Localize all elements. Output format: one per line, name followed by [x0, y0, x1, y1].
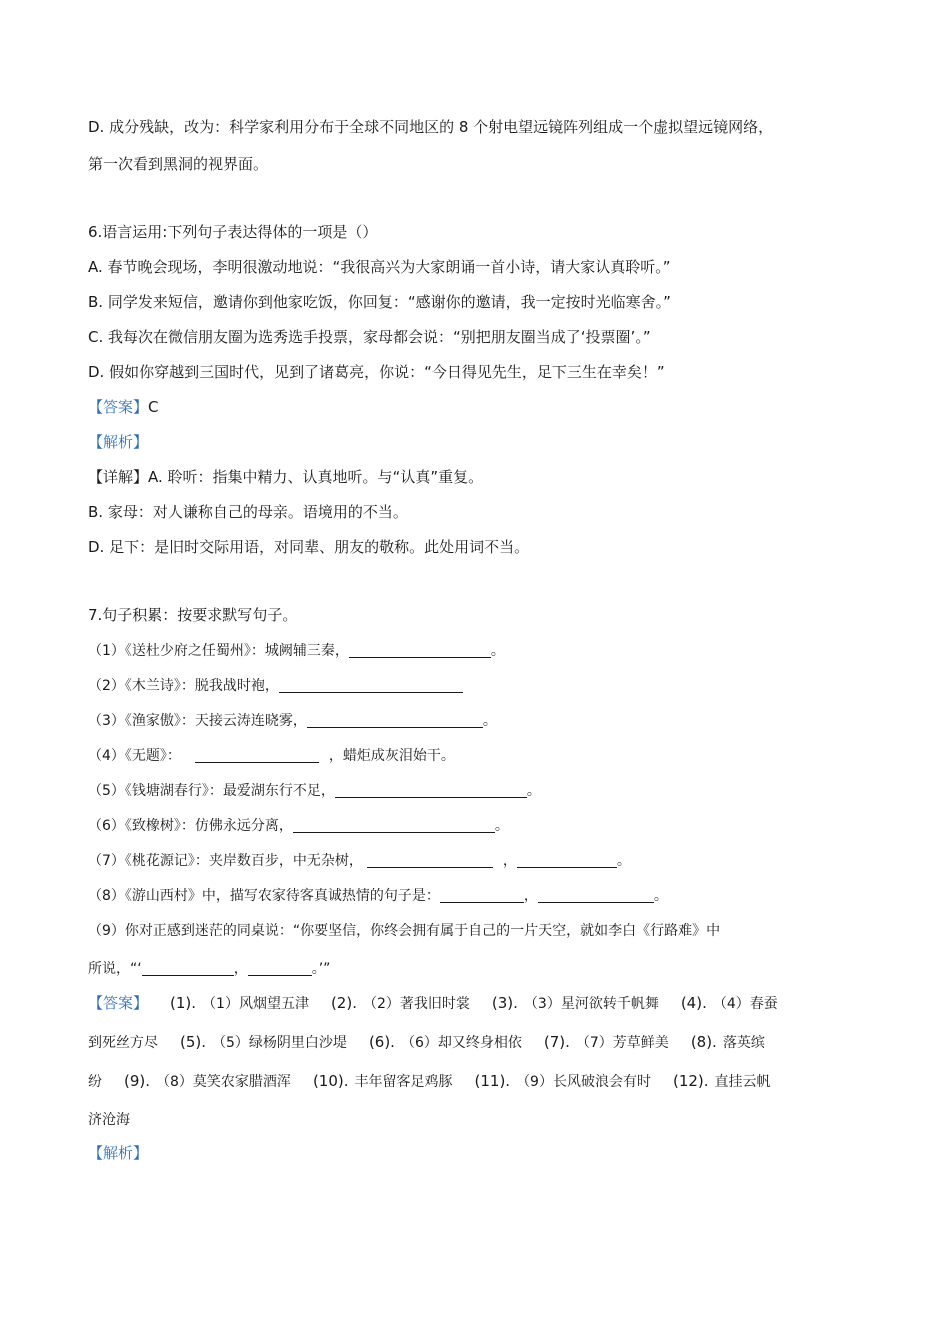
- q7-item-6-end: 。: [494, 818, 509, 834]
- q7-item-7-sep: ，: [502, 853, 517, 869]
- q6-detail-b: B. 家母：对人谦称自己的母亲。语境用的不当。: [88, 503, 408, 521]
- q7-item-9-text: 所说，“‘: [88, 961, 142, 977]
- q6-option-b: B. 同学发来短信，邀请你到他家吃饭，你回复：“感谢你的邀请，我一定按时光临寒舍。”: [88, 293, 671, 311]
- fill-blank[interactable]: [517, 851, 617, 868]
- answer-number: (10).: [312, 1072, 349, 1090]
- q6-detail-a: [88, 466, 483, 488]
- fill-blank[interactable]: [307, 711, 483, 728]
- answer-text: （5）绿杨阴里白沙堤: [212, 1035, 347, 1051]
- fill-blank[interactable]: [142, 959, 234, 976]
- q7-item-9-end: 。’”: [311, 961, 331, 977]
- answer-text: 济沧海: [88, 1112, 130, 1128]
- q7-answer-line3: [88, 1070, 771, 1093]
- q6-option-c: C. 我每次在微信朋友圈为选秀选手投票，家母都会说：“别把朋友圈当成了‘投票圈’。”: [88, 328, 651, 346]
- q7-item-4-text: （4）《无题》：: [88, 748, 181, 764]
- q7-item-8-text: （8）《游山西村》中，描写农家待客真诚热情的句子是：: [88, 888, 440, 904]
- answer-number: (1).: [170, 994, 197, 1012]
- q7-item-4-end: ，蜡炬成灰泪始干。: [328, 748, 455, 764]
- q7-item-8-end: 。: [653, 888, 668, 904]
- q7-item-6-text: （6）《致橡树》：仿佛永远分离，: [88, 818, 293, 834]
- q7-item-1: [88, 640, 505, 662]
- q6-detail-d: D. 足下：是旧时交际用语，对同辈、朋友的敬称。此处用词不当。: [88, 538, 530, 556]
- answer-text: 纷: [88, 1074, 102, 1090]
- q7-item-3: [88, 710, 497, 732]
- answer-text: （2）著我旧时裳: [362, 996, 470, 1012]
- q6-option-a: A. 春节晚会现场，李明很激动地说：“我很高兴为大家朗诵一首小诗，请大家认真聆听。”: [88, 258, 671, 276]
- q7-item-8: [88, 885, 668, 907]
- q7-item-9-line1: （9）你对正感到迷茫的同桌说：“你要坚信，你终会拥有属于自己的一片天空，就如李白《行路难》中: [88, 923, 721, 939]
- fill-blank[interactable]: [538, 886, 654, 903]
- answer-number: (2).: [330, 994, 357, 1012]
- answer-number: (6).: [368, 1033, 395, 1051]
- detail-tag: 【详解】: [88, 468, 149, 486]
- q5-option-d-line2: 第一次看到黑洞的视界面。: [88, 155, 269, 173]
- answer-text: （7）芳草鲜美: [575, 1035, 669, 1051]
- answer-number: (4).: [680, 994, 707, 1012]
- q7-item-8-sep: ，: [523, 888, 538, 904]
- q7-stem: 7.句子积累：按要求默写句子。: [88, 606, 298, 624]
- q7-item-1-text: （1）《送杜少府之任蜀州》：城阙辅三秦，: [88, 643, 349, 659]
- answer-number: (8).: [690, 1033, 717, 1051]
- q7-answer-line2: [88, 1031, 765, 1054]
- q7-item-5-end: 。: [526, 783, 541, 799]
- answer-text: 到死丝方尽: [88, 1035, 158, 1051]
- q7-item-4: [88, 745, 455, 767]
- q7-item-1-end: 。: [490, 643, 505, 659]
- fill-blank[interactable]: [349, 641, 491, 658]
- answer-text: 落英缤: [722, 1035, 765, 1051]
- q7-item-9-sep: ，: [233, 961, 248, 977]
- answer-text: （1）风烟望五津: [202, 996, 309, 1012]
- answer-text: 丰年留客足鸡豚: [354, 1074, 453, 1090]
- q7-answer-line4: [88, 1108, 130, 1131]
- q7-item-3-text: （3）《渔家傲》：天接云涛连晓雾，: [88, 713, 307, 729]
- q5-option-d-line1: D. 成分残缺，改为：科学家利用分布于全球不同地区的 8 个射电望远镜阵列组成一个虚拟望远镜网络，: [88, 118, 774, 136]
- fill-blank[interactable]: [367, 851, 493, 868]
- fill-blank[interactable]: [335, 781, 527, 798]
- fill-blank[interactable]: [279, 676, 463, 693]
- answer-number: (3).: [491, 994, 518, 1012]
- q7-item-7-end: 。: [616, 853, 631, 869]
- answer-number: (7).: [543, 1033, 570, 1051]
- q7-answer-line1: [88, 992, 778, 1015]
- q6-option-d: D. 假如你穿越到三国时代，见到了诸葛亮，你说：“今日得见先生，足下三生在幸矣！”: [88, 363, 665, 381]
- answer-tag: 【答案】: [88, 994, 149, 1012]
- fill-blank[interactable]: [293, 816, 495, 833]
- q7-item-9-line2: [88, 958, 330, 980]
- answer-text: 直挂云帆: [714, 1074, 771, 1090]
- q7-item-7-text: （7）《桃花源记》：夹岸数百步，中无杂树，: [88, 853, 363, 869]
- q7-item-2: [88, 675, 463, 697]
- answer-text: （8）莫笑农家腊酒浑: [156, 1074, 291, 1090]
- q7-analysis-tag: 【解析】: [88, 1144, 149, 1162]
- fill-blank[interactable]: [248, 959, 312, 976]
- fill-blank[interactable]: [440, 886, 524, 903]
- q7-item-7: [88, 850, 631, 872]
- q7-item-2-text: （2）《木兰诗》：脱我战时袍，: [88, 678, 279, 694]
- answer-text: （9）长风破浪会有时: [516, 1074, 651, 1090]
- q7-item-6: [88, 815, 509, 837]
- answer-number: (11).: [474, 1072, 511, 1090]
- q7-item-5-text: （5）《钱塘湖春行》：最爱湖东行不足，: [88, 783, 335, 799]
- answer-number: (12).: [672, 1072, 709, 1090]
- answer-tag: 【答案】: [88, 398, 149, 416]
- answer-number: (9).: [124, 1072, 151, 1090]
- q7-item-5: [88, 780, 541, 802]
- q7-item-3-end: 。: [482, 713, 497, 729]
- answer-text: （3）星河欲转千帆舞: [523, 996, 659, 1012]
- fill-blank[interactable]: [195, 746, 319, 763]
- q6-answer-line: [88, 396, 159, 418]
- answer-number: (5).: [180, 1033, 207, 1051]
- answer-text: （6）却又终身相依: [400, 1035, 522, 1051]
- q6-analysis-tag: 【解析】: [88, 433, 149, 451]
- answer-text: （4）春蚕: [712, 996, 778, 1012]
- q6-stem: 6.语言运用:下列句子表达得体的一项是（）: [88, 223, 378, 241]
- q6-detail-a-text: A. 聆听：指集中精力、认真地听。与“认真”重复。: [148, 468, 484, 486]
- q6-answer: C: [148, 398, 159, 416]
